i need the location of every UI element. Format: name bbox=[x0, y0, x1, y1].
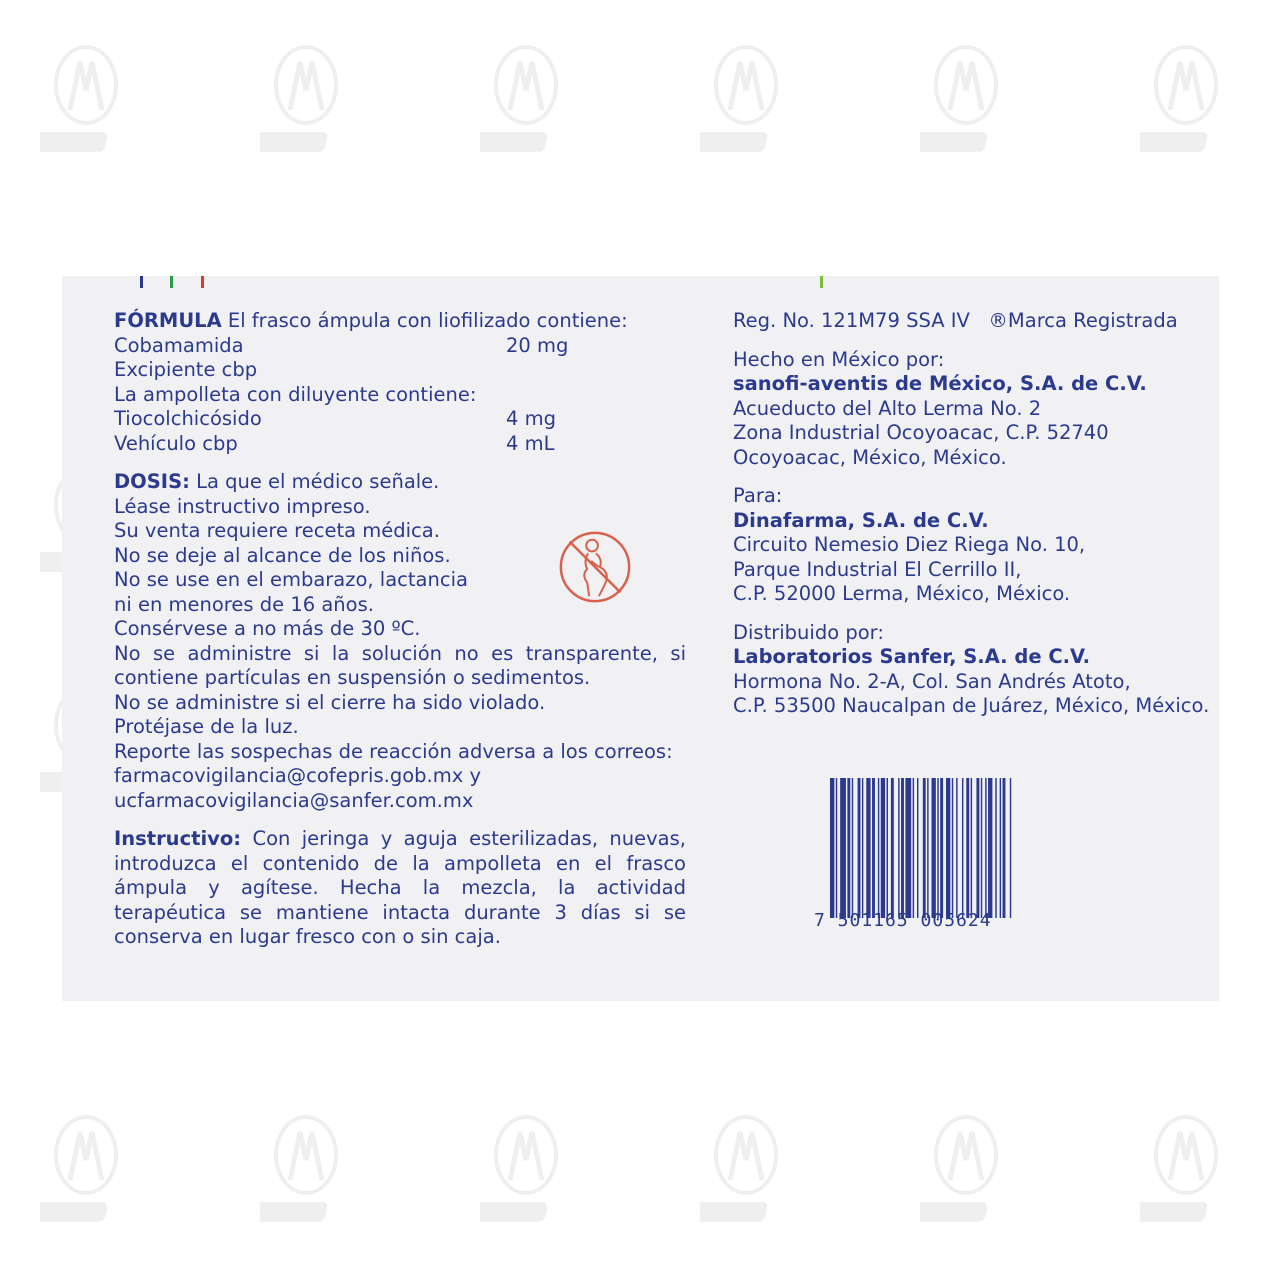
formula-item-value: 4 mL bbox=[506, 431, 555, 455]
dosis-line: Su venta requiere receta médica. bbox=[114, 519, 440, 542]
left-column bbox=[114, 309, 686, 950]
formula-row bbox=[114, 407, 686, 432]
dosis-line: Reporte las sospechas de reacción adversa a los correos: bbox=[114, 739, 673, 763]
email-sanfer: ucfarmacovigilancia@sanfer.com.mx bbox=[114, 788, 474, 812]
instructivo-text: Con jeringa y aguja esterilizadas, nuevas, introduzca el contenido de la ampolleta en el frasco ámpula y agítese. Hecha la mezcla, la actividad terapéutica se mantiene intacta durante 3 días si se conserva en lugar fresco con o sin caja. bbox=[114, 827, 686, 948]
dosis-line: No se use en el embarazo, lactancia bbox=[114, 568, 468, 591]
dosis-line: No se deje al alcance de los niños. bbox=[114, 543, 451, 567]
color-stripe bbox=[140, 276, 143, 288]
watermark-logo bbox=[920, 40, 1012, 160]
watermark-logo bbox=[40, 1110, 132, 1230]
formula-row bbox=[114, 383, 686, 408]
email-cofepris: farmacovigilancia@cofepris.gob.mx y bbox=[114, 764, 481, 787]
dosis-line: Protéjase de la luz. bbox=[114, 715, 299, 738]
instructivo-heading: Instructivo: bbox=[114, 827, 242, 850]
dosis-line: ni en menores de 16 años. bbox=[114, 592, 374, 616]
distributor-label: Distribuido por: bbox=[733, 620, 884, 644]
watermark-logo bbox=[920, 1110, 1012, 1230]
manufacturer-label: Hecho en México por: bbox=[733, 347, 945, 371]
formula-item-value: 4 mg bbox=[506, 407, 556, 430]
dosis-line: Consérvese a no más de 30 ºC. bbox=[114, 617, 421, 640]
manufacturer-address-line: Zona Industrial Ocoyoacac, C.P. 52740 bbox=[733, 421, 1109, 444]
barcode-number: 7 501165 005624 bbox=[814, 910, 992, 931]
barcode bbox=[830, 778, 1038, 918]
watermark-logo bbox=[480, 40, 572, 160]
watermark-logo bbox=[260, 40, 352, 160]
formula-item-name: Vehículo cbp bbox=[114, 431, 238, 455]
color-stripe bbox=[170, 276, 173, 288]
formula-heading-text: El frasco ámpula con liofilizado contiene: bbox=[221, 309, 628, 332]
formula-row bbox=[114, 358, 686, 383]
client-name: Dinafarma, S.A. de C.V. bbox=[733, 508, 989, 532]
dosis-line: No se administre si el cierre ha sido violado. bbox=[114, 690, 546, 714]
formula-row bbox=[114, 334, 686, 359]
client-address-line: Circuito Nemesio Diez Riega No. 10, bbox=[733, 533, 1086, 556]
pregnancy-warning-icon bbox=[556, 528, 634, 606]
dosis-heading: DOSIS: bbox=[114, 470, 190, 493]
dosis-heading-text: La que el médico señale. bbox=[189, 470, 440, 493]
manufacturer-address-line: Ocoyoacac, México, México. bbox=[733, 445, 1007, 469]
formula-item-value: 20 mg bbox=[506, 333, 569, 357]
color-stripe bbox=[201, 276, 204, 288]
dosis-line: Léase instructivo impreso. bbox=[114, 494, 371, 518]
client-label: Para: bbox=[733, 484, 783, 507]
formula-item-name: Excipiente cbp bbox=[114, 358, 258, 381]
formula-heading: FÓRMULA bbox=[114, 309, 222, 332]
color-stripe bbox=[820, 276, 823, 288]
client-address-line: Parque Industrial El Cerrillo II, bbox=[733, 557, 1022, 581]
distributor-name: Laboratorios Sanfer, S.A. de C.V. bbox=[733, 645, 1091, 668]
dosis-heading-line bbox=[114, 470, 686, 495]
watermark-logo bbox=[700, 40, 792, 160]
watermark-logo bbox=[1140, 40, 1232, 160]
watermark-logo bbox=[260, 1110, 352, 1230]
registration-number: Reg. No. 121M79 SSA IV ®Marca Registrada bbox=[733, 309, 1178, 332]
watermark-logo bbox=[40, 40, 132, 160]
manufacturer-name: sanofi-aventis de México, S.A. de C.V. bbox=[733, 372, 1147, 395]
distributor-address-line: C.P. 53500 Naucalpan de Juárez, México, México. bbox=[733, 694, 1210, 717]
formula-heading-line bbox=[114, 309, 686, 334]
formula-row bbox=[114, 432, 686, 457]
distributor-address-line: Hormona No. 2-A, Col. San Andrés Atoto, bbox=[733, 669, 1131, 693]
right-column bbox=[733, 309, 1209, 719]
formula-item-name: Cobamamida bbox=[114, 333, 244, 357]
dosis-paragraph: No se administre si la solución no es transparente, si contiene partículas en suspensión o sedimentos. bbox=[114, 641, 686, 689]
watermark-logo bbox=[700, 1110, 792, 1230]
instructivo-paragraph bbox=[114, 827, 686, 950]
manufacturer-address-line: Acueducto del Alto Lerma No. 2 bbox=[733, 396, 1042, 420]
client-address-line: C.P. 52000 Lerma, México, México. bbox=[733, 582, 1071, 605]
formula-item-name: La ampolleta con diluyente contiene: bbox=[114, 382, 477, 406]
watermark-logo bbox=[480, 1110, 572, 1230]
formula-item-name: Tiocolchicósido bbox=[114, 407, 262, 430]
watermark-logo bbox=[1140, 1110, 1232, 1230]
